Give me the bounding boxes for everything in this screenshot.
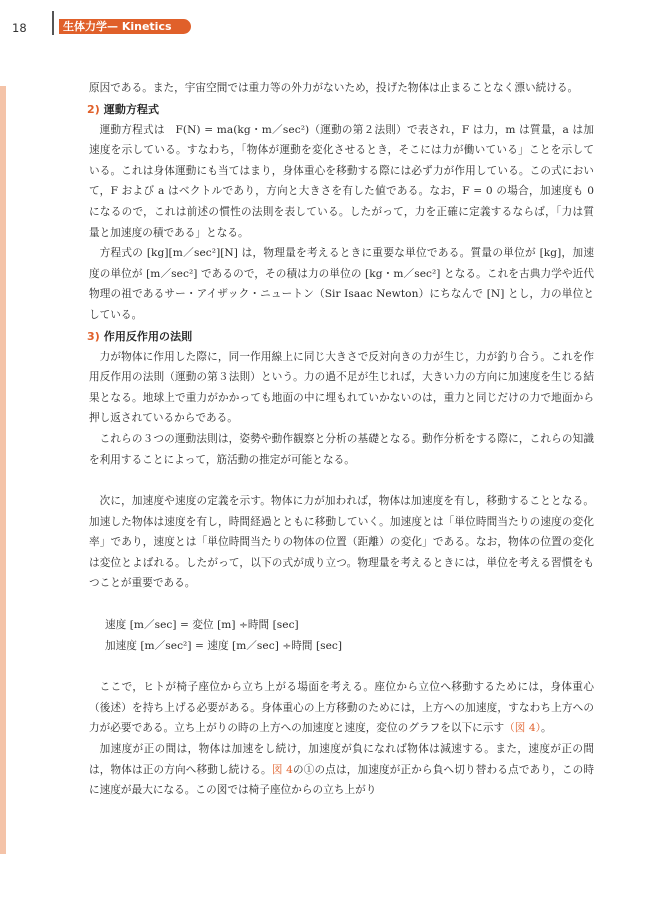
paragraph-text: 加速度が正の間は，物体は加速をし続け，加速度が負になれば物体は減速する。また，速度が正の間は，物体は正の方向へ移動し続ける。 [89,743,594,776]
paragraph: 力が物体に作用した際に，同一作用線上に同じ大きさで反対向きの力が生じ，力が釣り合う。これを作用反作用の法則（運動の第３法則）という。力の過不足が生じれば，大きい力の方向に加速度を生じる結果となる。地球上で重力がかかっても地面の中に埋もれていかないのは，重力と同じだけの力で地面から押し返されているからである。 [89,350,594,425]
equation-acceleration: 加速度 [m／sec²] = 速度 [m／sec] ÷時間 [sec] [105,639,343,652]
equation-velocity: 速度 [m／sec] = 変位 [m] ÷時間 [sec] [105,619,299,632]
intro-paragraph: 原因である。また，宇宙空間では重力等の外力がないため，投げた物体は止まることなく漂い続ける。 [89,82,579,94]
paragraph-text: ここで，ヒトが椅子座位から立ち上がる場面を考える。座位から立位へ移動するためには，身体重心（後述）を持ち上げる必要がある。身体重心の上方移動のためには，上方への加速度，すなわち上方への力が必要である。立ち上がりの時の上方への加速度と速度，変位のグラフを以下に示す [89,681,594,735]
paragraph-text: 。 [540,722,552,735]
header-divider [52,11,54,35]
paragraph-text: の①の点は，加速度が正から負へ切り替わる点であり，この時に速度が最大になる。この図では椅子座位からの立ち上がり [89,763,594,797]
section-heading-3 [87,326,594,347]
chapter-tab: 生体力学— Kinetics [59,19,191,34]
page-body [89,78,594,801]
paragraph: これらの３つの運動法則は，姿勢や動作観察と分析の基礎となる。動作分析をする際に，これらの知識を利用することによって，筋活動の推定が可能となる。 [89,432,594,466]
figure-link[interactable]: （図 4） [504,722,541,735]
section-title: 作用反作用の法則 [103,329,193,343]
paragraph [89,677,594,739]
side-accent-bar [0,86,6,854]
section-title: 運動方程式 [103,102,160,116]
section-number: 2) [87,102,100,116]
paragraph: 運動方程式は F(N) = ma(kg・m／sec²)（運動の第２法則）で表され，F は力，m は質量，a は加速度を示している。すなわち，「物体が運動を変化させるとき，そこには力が働いている」ことを示している。これは身体運動にも当てはまり，身体重心を移動する際には必ず力が作用している。この式において，F および a はベクトルであり，方向と大きさを有した値である。なお，F = 0 の場合，加速度も 0 になるので，これは前述の慣性の法則を表している。したがって，力を正確に定義するならば，「力は質量と加速度の積である」となる。 [89,123,594,239]
figure-link[interactable]: 図 4 [271,763,293,776]
paragraph: 方程式の [kg][m／sec²][N] は，物理量を考えるときに重要な単位である。質量の単位が [kg]，加速度の単位が [m／sec²] であるので，その積は力の単位の [kg・m／sec²] となる。これを古典力学や近代物理の祖であるサー・アイザック・ニュートン（Sir Isaac Newton）にちなんで [N] とし，力の単位としている。 [89,247,594,321]
paragraph: 次に，加速度や速度の定義を示す。物体に力が加われば，物体は加速度を有し，移動することとなる。加速した物体は速度を有し，時間経過とともに移動していく。加速度とは「単位時間当たりの速度の変化率」であり，速度とは「単位時間当たりの物体の位置（距離）の変化」である。なお，物体の位置の変化は変位とよばれる。したがって，以下の式が成り立つ。物理量を考えるときには，単位を考える習慣をもつことが重要である。 [89,495,594,590]
paragraph [89,739,594,801]
section-number: 3) [87,329,100,343]
page-number: 18 [12,21,27,35]
section-heading-2 [87,99,594,120]
